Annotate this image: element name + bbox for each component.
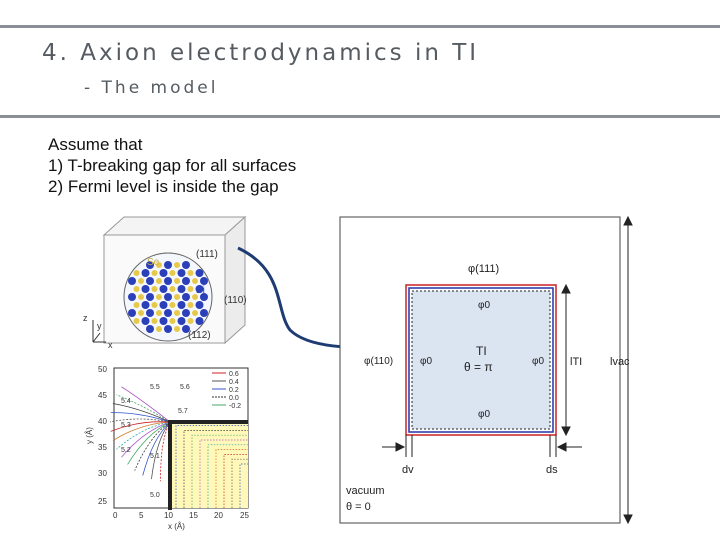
contour-label: 5.6 bbox=[180, 384, 190, 391]
label-110: (110) bbox=[224, 295, 247, 306]
assumption-2: 2) Fermi level is inside the gap bbox=[48, 177, 279, 196]
bi-atom bbox=[142, 269, 150, 277]
slide-subtitle: - The model bbox=[84, 78, 219, 98]
se-atom bbox=[156, 326, 162, 332]
yellow-region bbox=[170, 420, 248, 508]
x-tick: 10 bbox=[164, 511, 173, 520]
se-atom bbox=[170, 318, 176, 324]
label-se: Se bbox=[147, 257, 160, 268]
bi-atom bbox=[182, 277, 190, 285]
assumption-1: 1) T-breaking gap for all surfaces bbox=[48, 156, 297, 175]
se-atom bbox=[134, 270, 140, 276]
bi-atom bbox=[182, 293, 190, 301]
se-atom bbox=[138, 278, 144, 284]
ti-label: TI bbox=[476, 344, 487, 358]
bi-atom bbox=[164, 261, 172, 269]
assumption-intro: Assume that bbox=[48, 135, 143, 154]
contour-label: 5.4 bbox=[121, 398, 131, 405]
y-tick: 30 bbox=[98, 469, 107, 478]
bi-atom bbox=[142, 301, 150, 309]
se-atom bbox=[174, 278, 180, 284]
bi-atom bbox=[160, 301, 168, 309]
label-112: (112) bbox=[188, 330, 211, 341]
x-tick: 20 bbox=[214, 511, 223, 520]
bi-atom bbox=[196, 301, 204, 309]
bi-atom bbox=[164, 277, 172, 285]
se-atom bbox=[156, 294, 162, 300]
x-tick-labels bbox=[113, 511, 249, 520]
theta-zero-label: θ = 0 bbox=[346, 501, 371, 513]
se-atom bbox=[192, 310, 198, 316]
bi-atom bbox=[146, 325, 154, 333]
bi-atom bbox=[160, 317, 168, 325]
se-atom bbox=[152, 270, 158, 276]
crystal-figure bbox=[78, 215, 253, 355]
y-tick: 35 bbox=[98, 443, 107, 452]
bi-atom bbox=[128, 277, 136, 285]
contour-label: 5.5 bbox=[150, 384, 160, 391]
x-tick: 15 bbox=[189, 511, 198, 520]
se-atom bbox=[152, 318, 158, 324]
y-tick: 45 bbox=[98, 391, 107, 400]
se-atom bbox=[170, 270, 176, 276]
se-atom bbox=[134, 318, 140, 324]
label-bi: Bi bbox=[196, 285, 205, 296]
se-atom bbox=[174, 262, 180, 268]
contour-label: 5.0 bbox=[150, 492, 160, 499]
bi-atom bbox=[196, 317, 204, 325]
d-s-label: ds bbox=[546, 464, 558, 476]
contour-xlabel: x (Å) bbox=[168, 522, 185, 531]
bi-atom bbox=[146, 309, 154, 317]
header-rule bbox=[0, 115, 720, 118]
se-atom bbox=[170, 286, 176, 292]
phi0-right: φ0 bbox=[532, 356, 545, 367]
bi-atom bbox=[128, 293, 136, 301]
bi-atom bbox=[200, 277, 208, 285]
theta-pi-label: θ = π bbox=[464, 360, 493, 374]
se-atom bbox=[134, 286, 140, 292]
bi-atom bbox=[196, 269, 204, 277]
se-atom bbox=[174, 310, 180, 316]
contour-ylabel: y (Å) bbox=[85, 427, 94, 444]
contour-label: 5.3 bbox=[121, 422, 131, 429]
se-atom bbox=[134, 302, 140, 308]
bi-atom bbox=[164, 309, 172, 317]
se-atom bbox=[152, 302, 158, 308]
se-atom bbox=[156, 310, 162, 316]
bi-atom bbox=[160, 269, 168, 277]
bi-atom bbox=[164, 325, 172, 333]
bi-atom bbox=[142, 285, 150, 293]
se-atom bbox=[192, 278, 198, 284]
se-atom bbox=[138, 294, 144, 300]
x-tick: 25 bbox=[240, 511, 249, 520]
phi-111-label: φ(111) bbox=[468, 263, 500, 275]
axis-z-label: z bbox=[83, 313, 88, 323]
legend-entry: 0.6 bbox=[229, 371, 239, 378]
contour-label: 5.1 bbox=[150, 453, 160, 460]
bi-atom bbox=[178, 285, 186, 293]
bi-atom bbox=[164, 293, 172, 301]
axis-x-label: x bbox=[108, 340, 113, 350]
legend-entry: 0.4 bbox=[229, 379, 239, 386]
bi-atom bbox=[182, 309, 190, 317]
contour-label: 5.7 bbox=[178, 408, 188, 415]
bi-atom bbox=[178, 317, 186, 325]
se-atom bbox=[188, 270, 194, 276]
y-tick: 50 bbox=[98, 365, 107, 374]
l-vac-label: lvac bbox=[610, 356, 630, 368]
phi0-top: φ0 bbox=[478, 300, 491, 311]
legend-entry: 0.0 bbox=[229, 395, 239, 402]
bi-atom bbox=[146, 293, 154, 301]
bi-atom bbox=[142, 317, 150, 325]
phi0-bottom: φ0 bbox=[478, 409, 491, 420]
bi-atom bbox=[178, 301, 186, 309]
y-tick-labels bbox=[98, 365, 107, 506]
se-atom bbox=[188, 318, 194, 324]
se-atom bbox=[170, 302, 176, 308]
se-atom bbox=[156, 278, 162, 284]
se-atom bbox=[138, 310, 144, 316]
se-atom bbox=[174, 294, 180, 300]
y-tick: 40 bbox=[98, 417, 107, 426]
assumption-list bbox=[48, 134, 296, 197]
phi-110-label: φ(110) bbox=[364, 356, 394, 367]
vacuum-label: vacuum bbox=[346, 485, 385, 497]
model-figure bbox=[338, 215, 638, 535]
se-atom bbox=[152, 286, 158, 292]
bi-atom bbox=[200, 309, 208, 317]
d-v-label: dv bbox=[402, 464, 414, 476]
phi0-left: φ0 bbox=[420, 356, 433, 367]
bi-atom bbox=[146, 277, 154, 285]
bi-atom bbox=[182, 261, 190, 269]
bi-atom bbox=[178, 269, 186, 277]
l-ti-label: lTI bbox=[570, 356, 583, 368]
x-tick: 5 bbox=[139, 511, 144, 520]
se-atom bbox=[188, 286, 194, 292]
top-rule bbox=[0, 25, 720, 28]
legend-entry: -0.2 bbox=[229, 403, 242, 410]
bi-atom bbox=[160, 285, 168, 293]
y-tick: 25 bbox=[98, 497, 107, 506]
contour-label: 5.2 bbox=[121, 447, 131, 454]
se-atom bbox=[188, 302, 194, 308]
x-tick: 0 bbox=[113, 511, 118, 520]
bi-atom bbox=[128, 309, 136, 317]
axis-y-label: y bbox=[97, 321, 102, 331]
se-atom bbox=[174, 326, 180, 332]
legend-entry: 0.2 bbox=[229, 387, 239, 394]
contour-figure bbox=[78, 360, 260, 535]
slide-title: 4. Axion electrodynamics in TI bbox=[42, 40, 480, 66]
label-111: (111) bbox=[196, 249, 218, 260]
